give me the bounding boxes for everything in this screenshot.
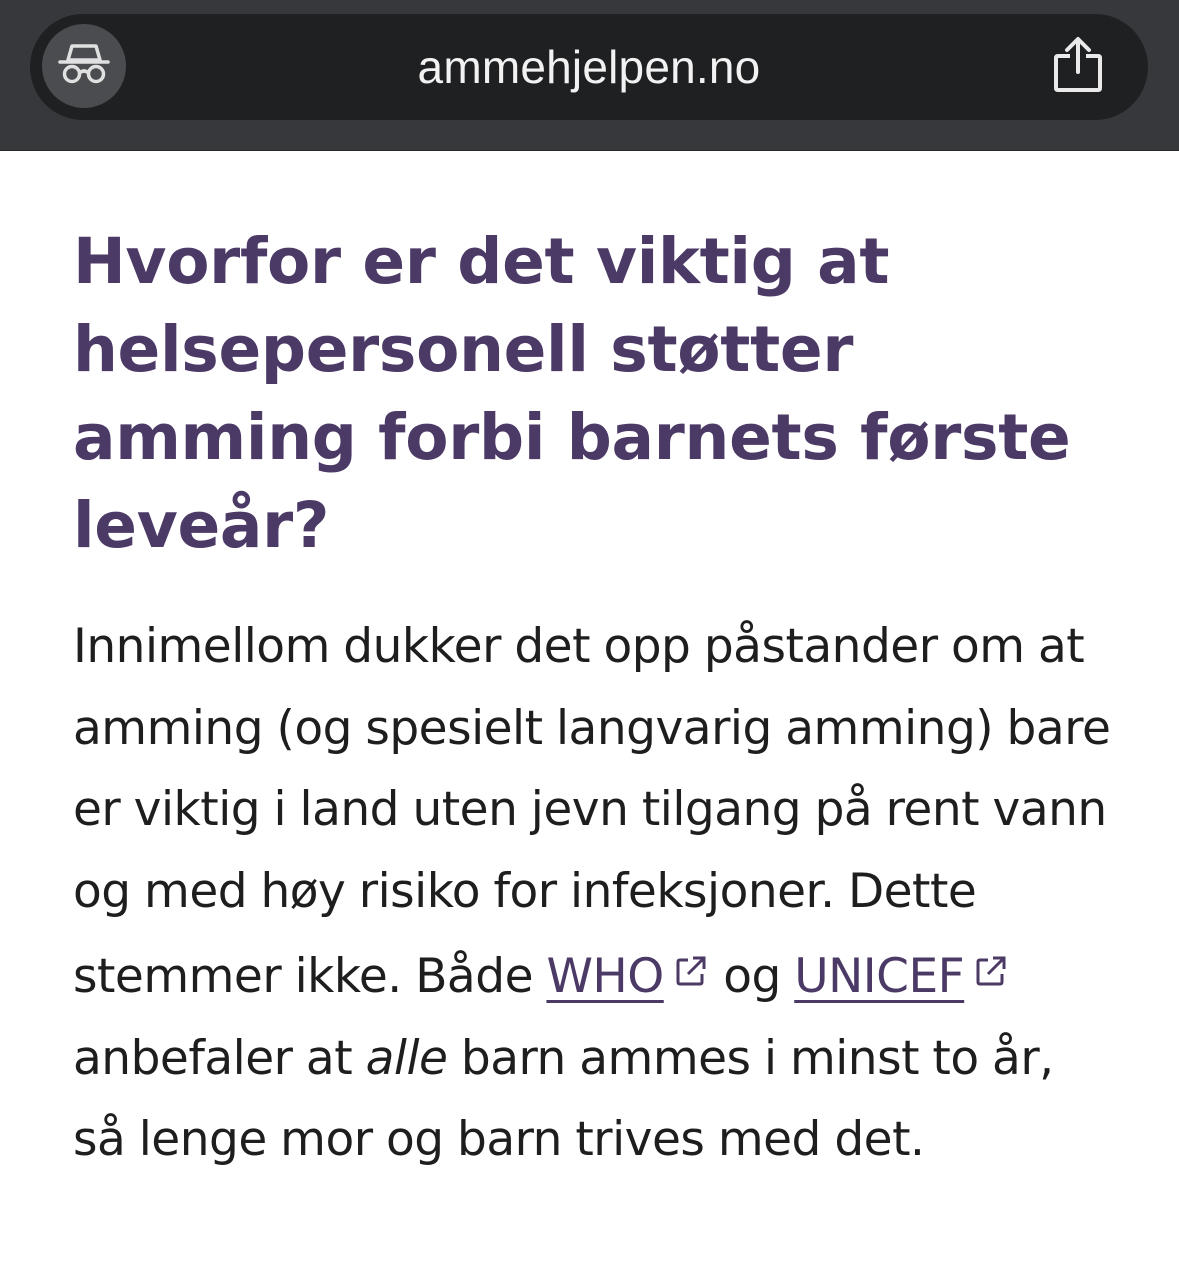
- browser-toolbar: [0, 0, 1179, 151]
- address-bar[interactable]: [30, 14, 1148, 120]
- article-heading: Hvorfor er det viktig at helsepersonell støtter amming forbi barnets første leveår?: [73, 225, 1071, 562]
- url-text[interactable]: ammehjelpen.no: [417, 41, 761, 93]
- who-link[interactable]: WHO: [546, 949, 664, 1004]
- article-paragraph: [73, 606, 1113, 1181]
- emphasis-alle: alle: [365, 1030, 448, 1086]
- paragraph-text-4: barn ammes i minst to år, så lenge mor og barn trives med det.: [73, 1030, 1054, 1167]
- external-link-icon: [674, 932, 708, 1014]
- external-link-icon: [974, 932, 1008, 1014]
- paragraph-text-3: anbefaler at: [73, 1030, 366, 1086]
- paragraph-text-2: og: [709, 949, 795, 1004]
- article-content: [73, 218, 1113, 1181]
- paragraph-text-1: Innimellom dukker det opp påstander om at amming (og spesielt langvarig amming) bare er viktig i land uten jevn tilgang på rent vann og med høy risiko for infeksjoner. Dette stemmer ikke. Både: [73, 619, 1111, 1004]
- unicef-link[interactable]: UNICEF: [794, 949, 965, 1004]
- share-icon: [1052, 36, 1104, 99]
- share-button[interactable]: [1048, 36, 1108, 98]
